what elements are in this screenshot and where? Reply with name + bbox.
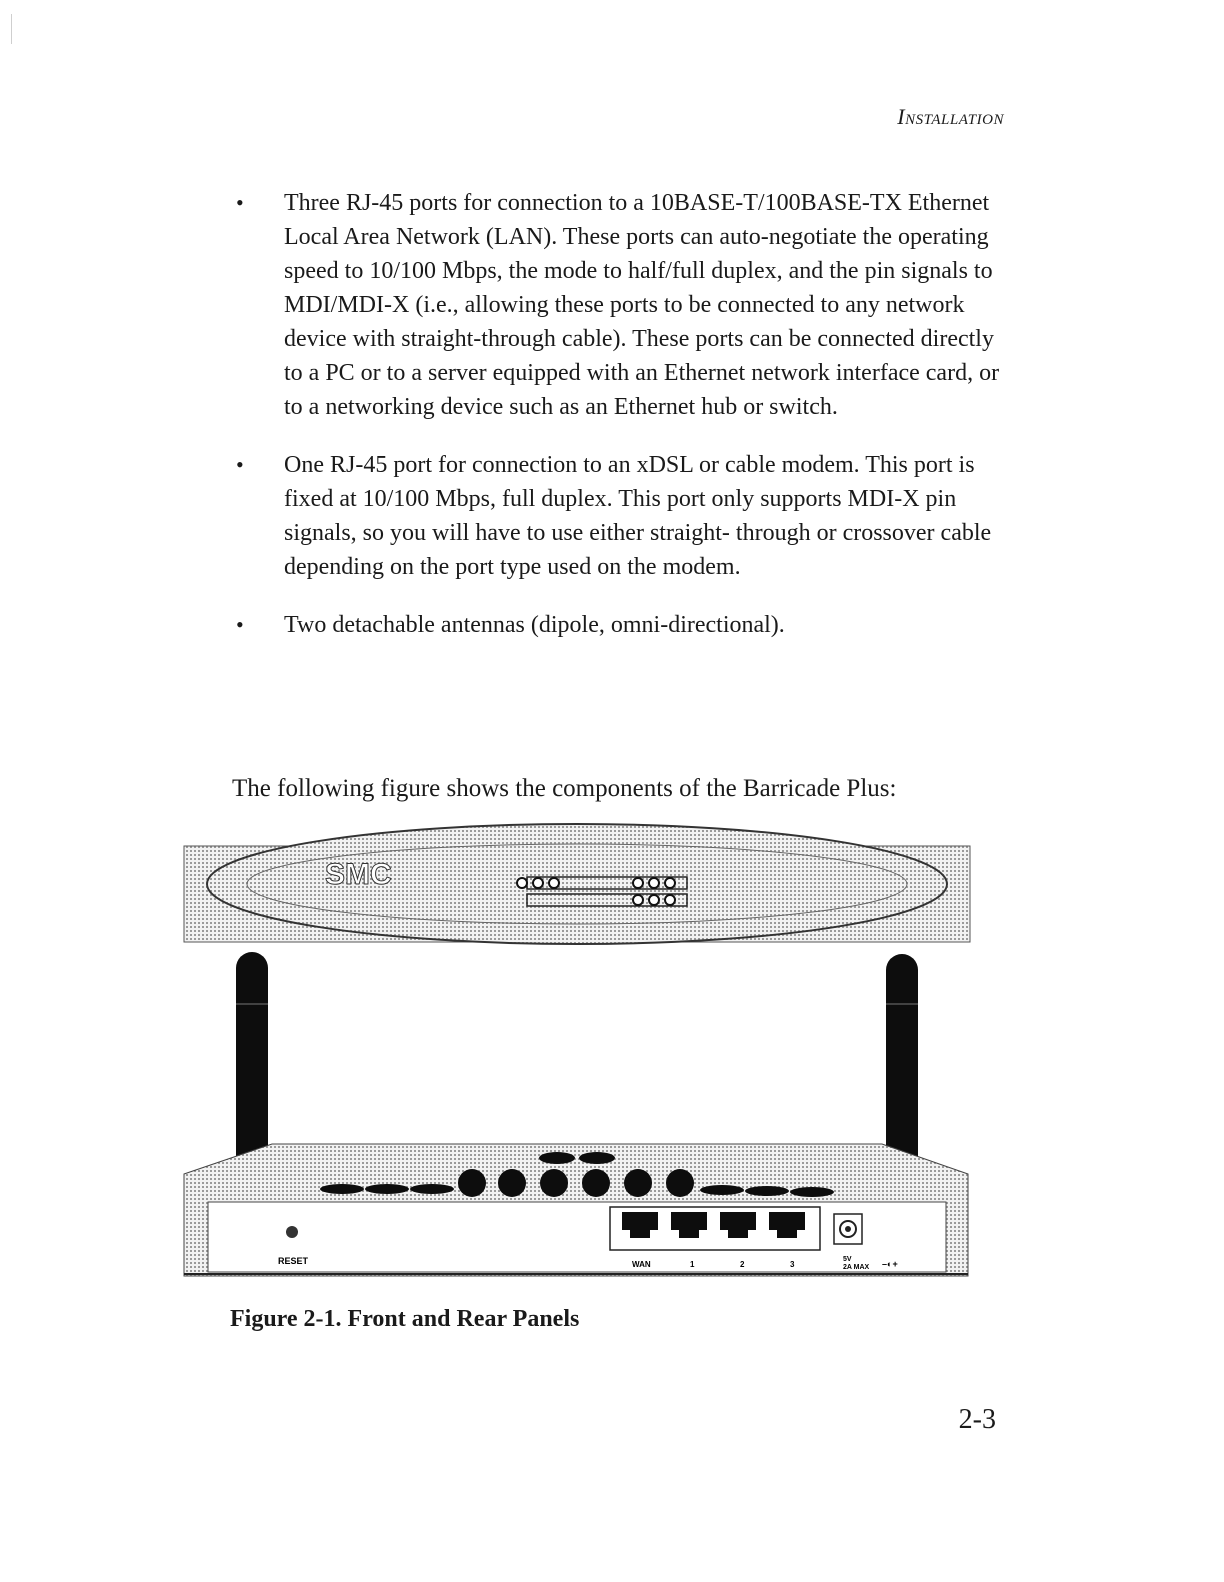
page-number: 2-3 <box>958 1404 996 1435</box>
list-item <box>232 448 1012 584</box>
led-icon <box>665 878 675 888</box>
wan-label: WAN <box>632 1260 651 1269</box>
router-figure <box>182 814 974 1284</box>
figure-intro: The following figure shows the components of the Barricade Plus: <box>232 775 897 802</box>
led-icon <box>633 895 643 905</box>
brand-logo: SMC <box>325 858 392 891</box>
led-icon <box>517 878 527 888</box>
list-item-text: Three RJ-45 ports for connection to a 10BASE-T/100BASE-TX Ethernet Local Area Network (LAN). These ports can auto-negotiate the operating speed to 10/100 Mbps, the mode to half/full duplex, and the pin signals to MDI/MDI-X (i.e., allowing these ports to be connected to any network device with straight-through cable). These ports can be connected directly to a PC or to a server equipped with an Ethernet network interface card, or to a networking device such as an Ethernet hub or switch. <box>284 190 1000 420</box>
power-rating-label-1: 5V <box>843 1256 852 1263</box>
port-1-label: 1 <box>690 1260 695 1269</box>
led-icon <box>649 878 659 888</box>
polarity-symbol-icon: –◐+ <box>882 1259 898 1269</box>
led-icon <box>633 878 643 888</box>
led-icon <box>533 878 543 888</box>
reset-button-icon <box>286 1226 298 1238</box>
feature-list <box>232 186 1012 666</box>
led-icon <box>665 895 675 905</box>
rear-panel <box>184 1144 968 1276</box>
port-3-label: 3 <box>790 1260 795 1269</box>
reset-label: RESET <box>278 1256 309 1266</box>
list-item <box>232 608 1012 642</box>
running-header: Installation <box>897 104 1004 129</box>
power-jack-icon <box>845 1226 851 1232</box>
bullet-icon: • <box>236 612 244 637</box>
list-item <box>232 186 1012 424</box>
bullet-icon: • <box>236 452 244 477</box>
page-edge-mark <box>11 14 12 44</box>
figure-caption: Figure 2-1. Front and Rear Panels <box>230 1306 580 1332</box>
power-rating-label-2: 2A MAX <box>843 1264 870 1271</box>
list-item-text: One RJ-45 port for connection to an xDSL or cable modem. This port is fixed at 10/100 Mbps, full duplex. This port only supports MDI-X pin signals, so you will have to use either straight- through or crossover cable depending on the port type used on the modem. <box>284 452 992 580</box>
list-item-text: Two detachable antennas (dipole, omni-directional). <box>284 612 785 638</box>
front-panel <box>184 824 970 944</box>
led-icon <box>549 878 559 888</box>
port-2-label: 2 <box>740 1260 745 1269</box>
led-icon <box>649 895 659 905</box>
bullet-icon: • <box>236 190 244 215</box>
front-bezel <box>207 824 947 944</box>
